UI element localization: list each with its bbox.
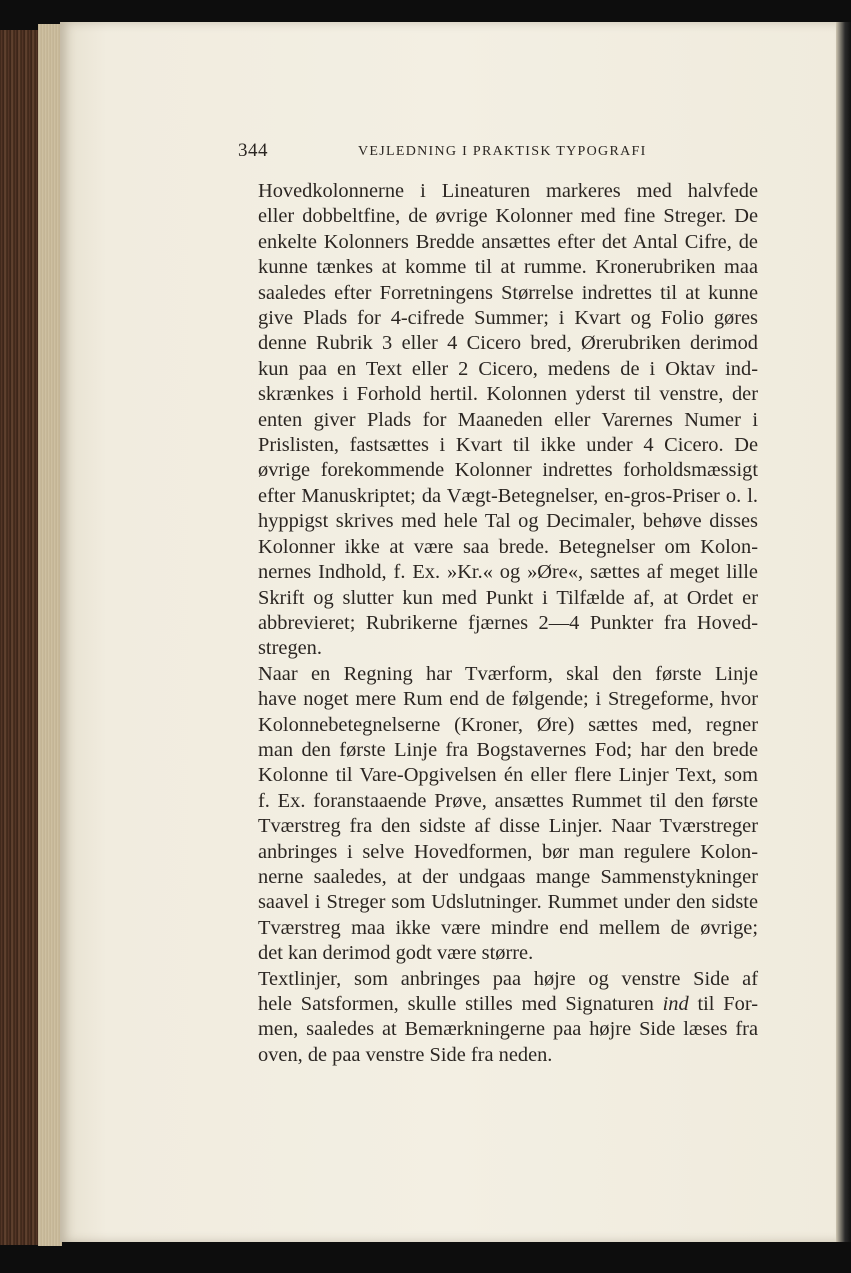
text-line: kun paa en Text eller 2 Cicero, medens de i Oktav ind- bbox=[258, 357, 758, 380]
text-line: hele Satsformen, skulle stilles med Signaturen ind til For- bbox=[258, 993, 758, 1015]
text-line: anbringes i selve Hovedformen, bør man regulere Kolon- bbox=[258, 840, 758, 863]
text-line: kunne tænkes at komme til at rumme. Kronerubriken maa bbox=[258, 256, 758, 279]
text-line: give Plads for 4-cifrede Summer; i Kvart og Folio gøres bbox=[258, 307, 758, 330]
page-right-shadow bbox=[836, 22, 851, 1242]
text-line: abbrevieret; Rubrikerne fjærnes 2—4 Punkter fra Hoved- bbox=[258, 611, 758, 634]
text-line: have noget mere Rum end de følgende; i Stregeforme, hvor bbox=[258, 688, 758, 711]
text-line: eller dobbeltfine, de øvrige Kolonner med fine Streger. De bbox=[258, 205, 758, 228]
paragraph-3 bbox=[238, 967, 758, 1069]
text-line: Kolonne til Vare-Opgivelsen én eller flere Linjer Text, som bbox=[258, 764, 758, 787]
running-head bbox=[238, 140, 758, 168]
text-line: efter Manuskriptet; da Vægt-Betegnelser, en-gros-Priser o. l. bbox=[258, 484, 758, 507]
text-line: nerne saaledes, at der undgaas mange Sammenstykninger bbox=[258, 865, 758, 888]
text-line: Prislisten, fastsættes i Kvart til ikke under 4 Cicero. De bbox=[258, 434, 758, 457]
text-line: enkelte Kolonners Bredde ansættes efter det Antal Cifre, de bbox=[258, 230, 758, 253]
text-line: stregen. bbox=[258, 637, 322, 660]
text-line: Kolonner ikke at være saa brede. Betegnelser om Kolon- bbox=[258, 535, 758, 558]
book-page-edges-light bbox=[38, 24, 62, 1246]
text-line: nernes Indhold, f. Ex. »Kr.« og »Øre«, sættes af meget lille bbox=[258, 561, 758, 584]
text-line: det kan derimod godt være større. bbox=[258, 942, 534, 965]
italic-word: ind bbox=[662, 993, 689, 1015]
running-head-title: VEJLEDNING I PRAKTISK TYPOGRAFI bbox=[358, 144, 647, 159]
text-line: øvrige forekommende Kolonner indrettes forholdsmæssigt bbox=[258, 459, 758, 482]
text-line: enten giver Plads for Maaneden eller Varernes Numer i bbox=[258, 408, 758, 431]
text-line: saaledes efter Forretningens Størrelse indrettes til at kunne bbox=[258, 281, 758, 304]
text-line: oven, de paa venstre Side fra neden. bbox=[258, 1043, 553, 1066]
text-line: Naar en Regning har Tværform, skal den første Linje bbox=[258, 662, 758, 685]
text-line: man den første Linje fra Bogstavernes Fod; har den brede bbox=[258, 738, 758, 761]
text-line: Skrift og slutter kun med Punkt i Tilfælde af, at Ordet er bbox=[258, 586, 758, 609]
text-line: hyppigst skrives med hele Tal og Decimaler, behøve disses bbox=[258, 510, 758, 533]
text-line: saavel i Streger som Udslutninger. Rummet under den sidste bbox=[258, 891, 758, 914]
text-line: Tværstreg maa ikke være mindre end mellem de øvrige; bbox=[258, 916, 758, 939]
text-line: Tværstreg fra den sidste af disse Linjer. Naar Tværstreger bbox=[258, 815, 758, 838]
page-number: 344 bbox=[238, 140, 268, 161]
text-line: denne Rubrik 3 eller 4 Cicero bred, Ørerubriken derimod bbox=[258, 332, 758, 355]
text-line: Hovedkolonnerne i Lineaturen markeres med halvfede bbox=[258, 180, 758, 202]
text-line: Textlinjer, som anbringes paa højre og venstre Side af bbox=[258, 967, 758, 990]
text-line: Kolonnebetegnelserne (Kroner, Øre) sættes med, regner bbox=[258, 713, 758, 736]
paragraph-1 bbox=[238, 179, 758, 662]
text-line: men, saaledes at Bemærkningerne paa højre Side læses fra bbox=[258, 1018, 758, 1041]
text-line: skrænkes i Forhold hertil. Kolonnen yderst til venstre, der bbox=[258, 383, 758, 406]
text-line: f. Ex. foranstaaende Prøve, ansættes Rummet til den første bbox=[258, 789, 758, 812]
body-text bbox=[238, 179, 758, 1068]
paragraph-2 bbox=[238, 662, 758, 967]
